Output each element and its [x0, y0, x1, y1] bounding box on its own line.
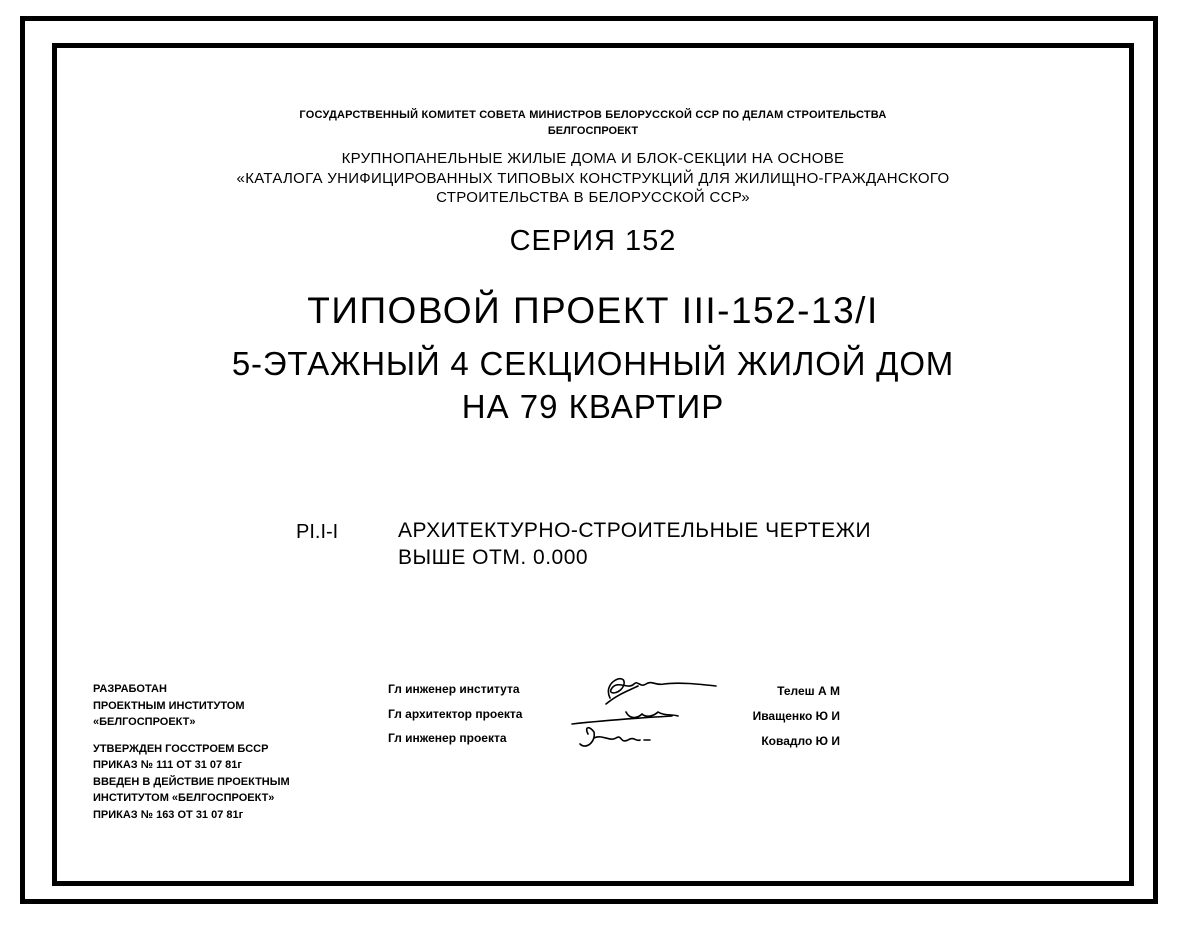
building-line-2: НА 79 КВАРТИР: [461, 388, 725, 425]
signatory-name: Ковадло Ю И: [761, 734, 840, 748]
developer-line-1: РАЗРАБОТАН: [93, 683, 167, 695]
project-title: ТИПОВОЙ ПРОЕКТ III-152-13/I: [307, 290, 879, 331]
series-title: СЕРИЯ 152: [509, 225, 677, 257]
catalog-line-3: СТРОИТЕЛЬСТВА В БЕЛОРУССКОЙ ССР»: [436, 189, 750, 206]
signatory-name: Иващенко Ю И: [752, 709, 840, 723]
handwritten-signatures: [568, 668, 728, 764]
catalog-line-1: КРУПНОПАНЕЛЬНЫЕ ЖИЛЫЕ ДОМА И БЛОК-СЕКЦИИ НА ОСНОВЕ: [341, 150, 845, 167]
signatory-role: Гл инженер института: [388, 682, 520, 696]
signatory-role: Гл архитектор проекта: [388, 707, 523, 721]
approval-line-5: ПРИКАЗ № 163 ОТ 31 07 81г: [93, 809, 244, 821]
signatory-name: Телеш А М: [777, 684, 840, 698]
approval-line-2: ПРИКАЗ № 111 ОТ 31 07 81г: [93, 759, 242, 771]
part-code: PI.I-I: [296, 521, 339, 543]
developer-line-2: ПРОЕКТНЫМ ИНСТИТУТОМ: [93, 700, 245, 712]
approval-line-4: ИНСТИТУТОМ «БЕЛГОСПРОЕКТ»: [93, 792, 275, 804]
committee-header: ГОСУДАРСТВЕННЫЙ КОМИТЕТ СОВЕТА МИНИСТРОВ БЕЛОРУССКОЙ ССР ПО ДЕЛАМ СТРОИТЕЛЬСТВА: [299, 109, 887, 121]
part-title-line-1: АРХИТЕКТУРНО-СТРОИТЕЛЬНЫЕ ЧЕРТЕЖИ: [398, 519, 872, 542]
catalog-line-2: «КАТАЛОГА УНИФИЦИРОВАННЫХ ТИПОВЫХ КОНСТРУКЦИЙ ДЛЯ ЖИЛИЩНО-ГРАЖДАНСКОГО: [236, 170, 950, 187]
part-title-line-2: ВЫШЕ ОТМ. 0.000: [398, 546, 589, 569]
org-header: БЕЛГОСПРОЕКТ: [547, 125, 639, 137]
developer-line-3: «БЕЛГОСПРОЕКТ»: [93, 716, 196, 728]
approval-line-3: ВВЕДЕН В ДЕЙСТВИЕ ПРОЕКТНЫМ: [93, 776, 290, 788]
building-line-1: 5-ЭТАЖНЫЙ 4 СЕКЦИОННЫЙ ЖИЛОЙ ДОМ: [231, 345, 955, 382]
signatory-role: Гл инженер проекта: [388, 731, 507, 745]
approval-line-1: УТВЕРЖДЕН ГОССТРОЕМ БССР: [93, 743, 269, 755]
